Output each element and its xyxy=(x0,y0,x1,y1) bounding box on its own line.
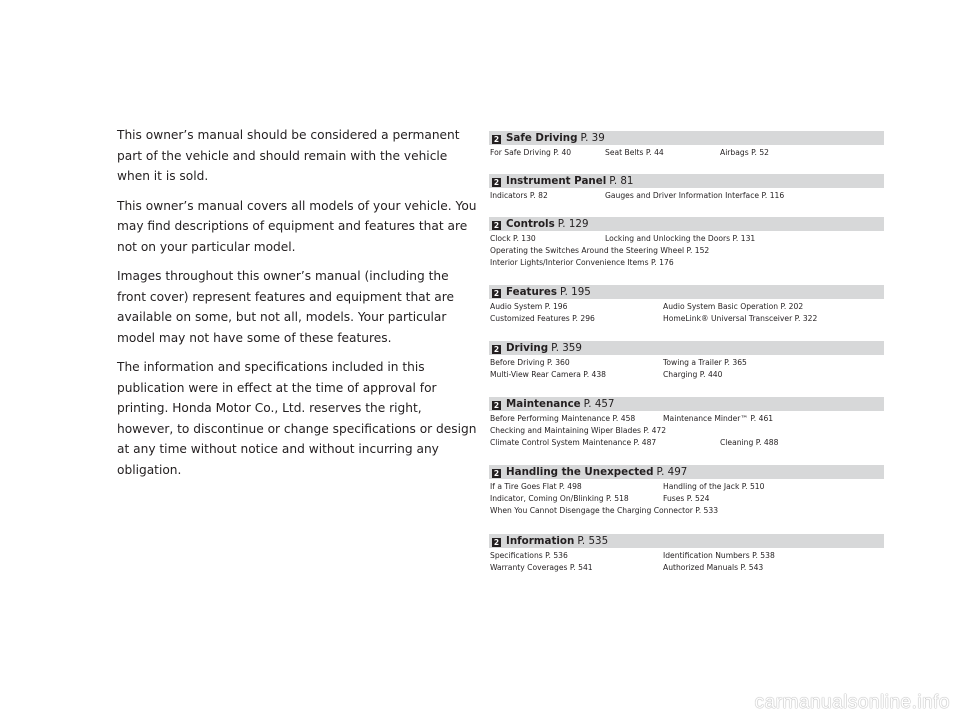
toc-link[interactable]: Gauges and Driver Information Interface P. 116 xyxy=(605,191,785,200)
section-links xyxy=(489,481,884,516)
section-title: Safe Driving xyxy=(506,132,578,144)
toc-section-instrument-panel xyxy=(489,174,884,202)
toc-link[interactable]: Indicators P. 82 xyxy=(490,191,548,200)
section-page-ref: P. 129 xyxy=(557,218,589,230)
section-links xyxy=(489,413,884,448)
toc-link[interactable]: Operating the Switches Around the Steering Wheel P. 152 xyxy=(490,245,710,255)
intro-paragraph-3: Images throughout this owner’s manual (including the front cover) represent features and equipment that are available on some, but not all, models. Your particular model may not have some of these features. xyxy=(117,269,455,345)
toc-link[interactable]: Seat Belts P. 44 xyxy=(605,148,664,157)
section-title: Driving xyxy=(506,342,549,354)
toc-section-handling-the-unexpected xyxy=(489,465,884,516)
intro-paragraph-2: This owner’s manual covers all models of your vehicle. You may find descriptions of equipment and features that are not on your particular model. xyxy=(117,198,477,254)
link-arrow-icon: 2 xyxy=(493,221,500,230)
toc-link[interactable]: Audio System Basic Operation P. 202 xyxy=(663,302,804,311)
section-links xyxy=(489,190,884,202)
link-row xyxy=(490,437,884,449)
link-row xyxy=(490,245,884,257)
link-arrow-icon: 2 xyxy=(493,469,500,478)
section-page-ref: P. 457 xyxy=(583,398,615,410)
section-title: Controls xyxy=(506,218,555,230)
section-header[interactable] xyxy=(489,174,884,188)
toc-link[interactable]: Customized Features P. 296 xyxy=(490,313,595,323)
link-row xyxy=(490,357,884,369)
toc-link[interactable]: Climate Control System Maintenance P. 487 xyxy=(490,437,657,447)
section-header[interactable] xyxy=(489,465,884,479)
watermark: carmanualsonline.info xyxy=(754,692,950,713)
toc-section-maintenance xyxy=(489,397,884,448)
toc-link[interactable]: Airbags P. 52 xyxy=(720,148,769,157)
toc-section-features xyxy=(489,285,884,325)
intro-paragraph-1: This owner’s manual should be considered a permanent part of the vehicle and should remain with the vehicle when it is sold. xyxy=(117,128,460,183)
link-row xyxy=(490,313,884,325)
section-header[interactable] xyxy=(489,217,884,231)
link-arrow-icon: 2 xyxy=(493,401,500,410)
section-title: Information xyxy=(506,535,575,547)
toc-link[interactable]: Specifications P. 536 xyxy=(490,551,568,560)
link-row xyxy=(490,425,884,437)
toc-link[interactable]: Warranty Coverages P. 541 xyxy=(490,562,593,572)
toc-section-safe-driving xyxy=(489,131,884,159)
toc-link[interactable]: When You Cannot Disengage the Charging Connector P. 533 xyxy=(490,505,719,515)
toc-link[interactable]: Checking and Maintaining Wiper Blades P. 472 xyxy=(490,425,667,435)
link-arrow-icon: 2 xyxy=(493,345,500,354)
section-page-ref: P. 535 xyxy=(577,535,609,547)
toc-link[interactable]: If a Tire Goes Flat P. 498 xyxy=(490,482,582,491)
toc-link[interactable]: Towing a Trailer P. 365 xyxy=(663,358,747,367)
link-row xyxy=(490,147,884,159)
section-page-ref: P. 195 xyxy=(560,286,591,298)
section-title: Handling the Unexpected xyxy=(506,466,654,478)
link-arrow-icon: 2 xyxy=(493,135,500,144)
section-links xyxy=(489,357,884,381)
toc-link[interactable]: Multi-View Rear Camera P. 438 xyxy=(490,369,607,379)
toc-link[interactable]: Before Performing Maintenance P. 458 xyxy=(490,414,636,423)
toc-link[interactable]: Locking and Unlocking the Doors P. 131 xyxy=(605,234,756,243)
toc-link[interactable]: Cleaning P. 488 xyxy=(720,437,779,447)
intro-text xyxy=(117,125,477,489)
link-row xyxy=(490,413,884,425)
toc-link[interactable]: Interior Lights/Interior Convenience Items P. 176 xyxy=(490,257,674,267)
toc-link[interactable]: Indicator, Coming On/Blinking P. 518 xyxy=(490,493,629,503)
toc-link[interactable]: For Safe Driving P. 40 xyxy=(490,148,572,157)
section-header[interactable] xyxy=(489,397,884,411)
section-header[interactable] xyxy=(489,285,884,299)
link-row xyxy=(490,369,884,381)
link-row xyxy=(490,481,884,493)
section-page-ref: P. 81 xyxy=(609,175,634,187)
toc-link[interactable]: HomeLink® Universal Transceiver P. 322 xyxy=(663,313,818,323)
link-row xyxy=(490,493,884,505)
section-page-ref: P. 497 xyxy=(656,466,688,478)
section-page-ref: P. 359 xyxy=(551,342,582,354)
link-row xyxy=(490,562,884,574)
section-title: Instrument Panel xyxy=(506,175,607,187)
toc-link[interactable]: Audio System P. 196 xyxy=(490,302,568,311)
section-title: Features xyxy=(506,286,557,298)
section-page-ref: P. 39 xyxy=(580,132,605,144)
toc-link[interactable]: Charging P. 440 xyxy=(663,369,723,379)
toc-link[interactable]: Maintenance Minder™ P. 461 xyxy=(663,414,774,423)
link-row xyxy=(490,505,884,517)
section-links xyxy=(489,233,884,268)
link-row xyxy=(490,257,884,269)
section-title: Maintenance xyxy=(506,398,581,410)
link-arrow-icon: 2 xyxy=(493,289,500,298)
link-row xyxy=(490,233,884,245)
section-header[interactable] xyxy=(489,534,884,548)
toc-link[interactable]: Authorized Manuals P. 543 xyxy=(663,562,764,572)
link-row xyxy=(490,301,884,313)
section-links xyxy=(489,147,884,159)
toc-section-driving xyxy=(489,341,884,381)
section-header[interactable] xyxy=(489,131,884,145)
toc-section-controls xyxy=(489,217,884,268)
intro-paragraph-4: The information and specifications included in this publication were in effect at the time of approval for printing. Honda Motor Co., Ltd. reserves the right, however, to discontinue or change specifications or design at any time without notice and without incurring any obligation. xyxy=(117,360,477,477)
toc-link[interactable]: Clock P. 130 xyxy=(490,234,536,243)
section-links xyxy=(489,301,884,325)
toc-section-information xyxy=(489,534,884,574)
link-arrow-icon: 2 xyxy=(493,538,500,547)
section-links xyxy=(489,550,884,574)
section-header[interactable] xyxy=(489,341,884,355)
toc-link[interactable]: Handling of the Jack P. 510 xyxy=(663,482,765,491)
link-row xyxy=(490,550,884,562)
toc-link[interactable]: Before Driving P. 360 xyxy=(490,358,570,367)
link-arrow-icon: 2 xyxy=(493,178,500,187)
toc-link[interactable]: Fuses P. 524 xyxy=(663,493,710,503)
link-row xyxy=(490,190,884,202)
toc-link[interactable]: Identification Numbers P. 538 xyxy=(663,551,775,560)
